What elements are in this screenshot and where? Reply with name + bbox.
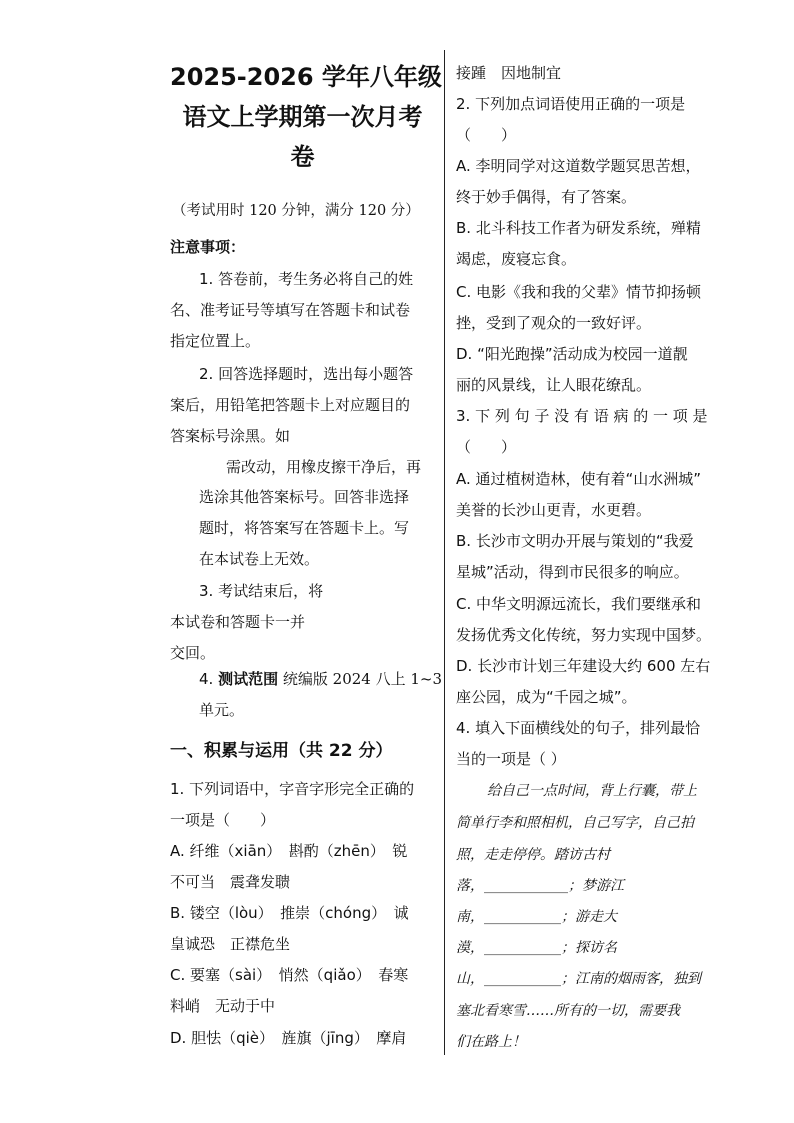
q2-option-b-line-1: B. 北斗科技工作者为研发系统，殚精 — [456, 219, 701, 237]
scope-number: 4. — [199, 670, 214, 688]
q1-option-c-line-1: C. 要塞（sài） 悄然（qiǎo） 春寒 — [170, 966, 409, 984]
q2-option-d-line-2: 丽的风景线，让人眼花缭乱。 — [456, 376, 652, 394]
q1-stem-line-2: 一项是（ ） — [170, 811, 276, 829]
q1-option-b-line-2: 皇诚恐 正襟危坐 — [170, 935, 291, 953]
q3-option-c-line-1: C. 中华文明源远流长，我们要继承和 — [456, 595, 702, 613]
column-divider — [444, 50, 445, 1055]
notice-scope-line — [199, 669, 442, 689]
q1-option-a-line-2: 不可当 震聋发聩 — [170, 873, 291, 891]
q4-passage-line-4: 落，____________；梦游江 — [456, 878, 624, 894]
q2-option-a-line-2: 终于妙手偶得，有了答案。 — [456, 188, 637, 206]
notice-line-12: 本试卷和答题卡一并 — [170, 613, 306, 631]
q1-option-b-line-1: B. 镂空（lòu） 推崇（chóng） 诚 — [170, 904, 409, 922]
exam-title-line-3: 卷 — [290, 143, 315, 171]
q3-option-a-line-1: A. 通过植树造林，使有着“山水洲城” — [456, 470, 702, 488]
scope-value: 统编版 2024 八上 1~3 — [282, 670, 443, 688]
section-1-heading: 一、积累与运用（共 22 分） — [170, 741, 393, 761]
notice-line-2: 名、准考证号等填写在答题卡和试卷 — [170, 301, 411, 319]
notice-heading: 注意事项： — [170, 238, 246, 256]
q1-option-d-line-1: D. 胆怯（qiè） 旌旗（jīng） 摩肩 — [170, 1029, 407, 1047]
notice-line-1: 1. 答卷前，考生务必将自己的姓 — [199, 270, 414, 288]
q3-option-b-line-2: 星城”活动，得到市民很多的响应。 — [456, 563, 689, 581]
notice-line-14: 单元。 — [199, 701, 245, 719]
q3-stem-line-1: 3. 下 列 句 子 没 有 语 病 的 一 项 是 — [456, 407, 708, 425]
q2-option-c-line-1: C. 电影《我和我的父辈》情节抑扬顿 — [456, 283, 702, 301]
notice-line-10: 在本试卷上无效。 — [199, 550, 320, 568]
q4-passage-line-5: 南，___________；游走大 — [456, 909, 617, 925]
q3-option-a-line-2: 美誉的长沙山更青，水更碧。 — [456, 501, 652, 519]
notice-line-13: 交回。 — [170, 644, 216, 662]
q1-stem-line-1: 1. 下列词语中，字音字形完全正确的 — [170, 780, 415, 798]
q4-passage-line-9: 们在路上！ — [456, 1034, 526, 1050]
notice-line-7: 需改动，用橡皮擦干净后，再 — [226, 458, 422, 476]
notice-line-3: 指定位置上。 — [170, 332, 261, 350]
q2-stem-line-2: （ ） — [456, 126, 517, 144]
q4-passage-line-1: 给自己一点时间，背上行囊，带上 — [487, 783, 697, 799]
notice-line-8: 选涂其他答案标号。回答非选择 — [199, 488, 410, 506]
q3-option-b-line-1: B. 长沙市文明办开展与策划的“我爱 — [456, 532, 694, 550]
q4-stem-line-1: 4. 填入下面横线处的句子，排列最恰 — [456, 719, 701, 737]
notice-line-6: 答案标号涂黑。如 — [170, 427, 291, 445]
q3-option-d-line-1: D. 长沙市计划三年建设大约 600 左右 — [456, 657, 711, 675]
q2-option-d-line-1: D. “阳光跑操”活动成为校园一道靓 — [456, 345, 688, 363]
q3-stem-line-2: （ ） — [456, 438, 517, 456]
q2-option-b-line-2: 竭虑，废寝忘食。 — [456, 250, 577, 268]
q2-option-c-line-2: 挫，受到了观众的一致好评。 — [456, 314, 652, 332]
q1-option-d-line-2: 接踵 因地制宜 — [456, 64, 562, 82]
q4-passage-line-8: 塞北看寒雪……所有的一切，需要我 — [456, 1003, 680, 1019]
q4-passage-line-2: 简单行李和照相机，自己写字，自己拍 — [456, 815, 694, 831]
q1-option-c-line-2: 料峭 无动于中 — [170, 997, 276, 1015]
notice-line-4: 2. 回答选择题时，选出每小题答 — [199, 365, 414, 383]
exam-title-line-1: 2025-2026 学年八年级 — [170, 63, 442, 91]
scope-label: 测试范围 — [218, 670, 279, 688]
q4-stem-line-2: 当的一项是（ ） — [456, 750, 566, 768]
notice-line-11: 3. 考试结束后，将 — [199, 582, 324, 600]
exam-title-line-2: 语文上学期第一次月考 — [182, 103, 423, 131]
q4-passage-line-7: 山，___________；江南的烟雨客，独到 — [456, 971, 701, 987]
notice-line-5: 案后，用铅笔把答题卡上对应题目的 — [170, 396, 411, 414]
q2-stem-line-1: 2. 下列加点词语使用正确的一项是 — [456, 95, 686, 113]
q4-passage-line-3: 照，走走停停。踏访古村 — [456, 847, 610, 863]
q3-option-d-line-2: 座公园，成为“千园之城”。 — [456, 688, 637, 706]
q2-option-a-line-1: A. 李明同学对这道数学题冥思苦想， — [456, 157, 701, 175]
q4-passage-line-6: 漠，___________；探访名 — [456, 940, 617, 956]
notice-line-9: 题时，将答案写在答题卡上。写 — [199, 519, 410, 537]
q1-option-a-line-1: A. 纤维（xiān） 斟酌（zhēn） 锐 — [170, 842, 408, 860]
q3-option-c-line-2: 发扬优秀文化传统，努力实现中国梦。 — [456, 626, 712, 644]
exam-info: （考试用时 120 分钟，满分 120 分） — [172, 203, 420, 219]
